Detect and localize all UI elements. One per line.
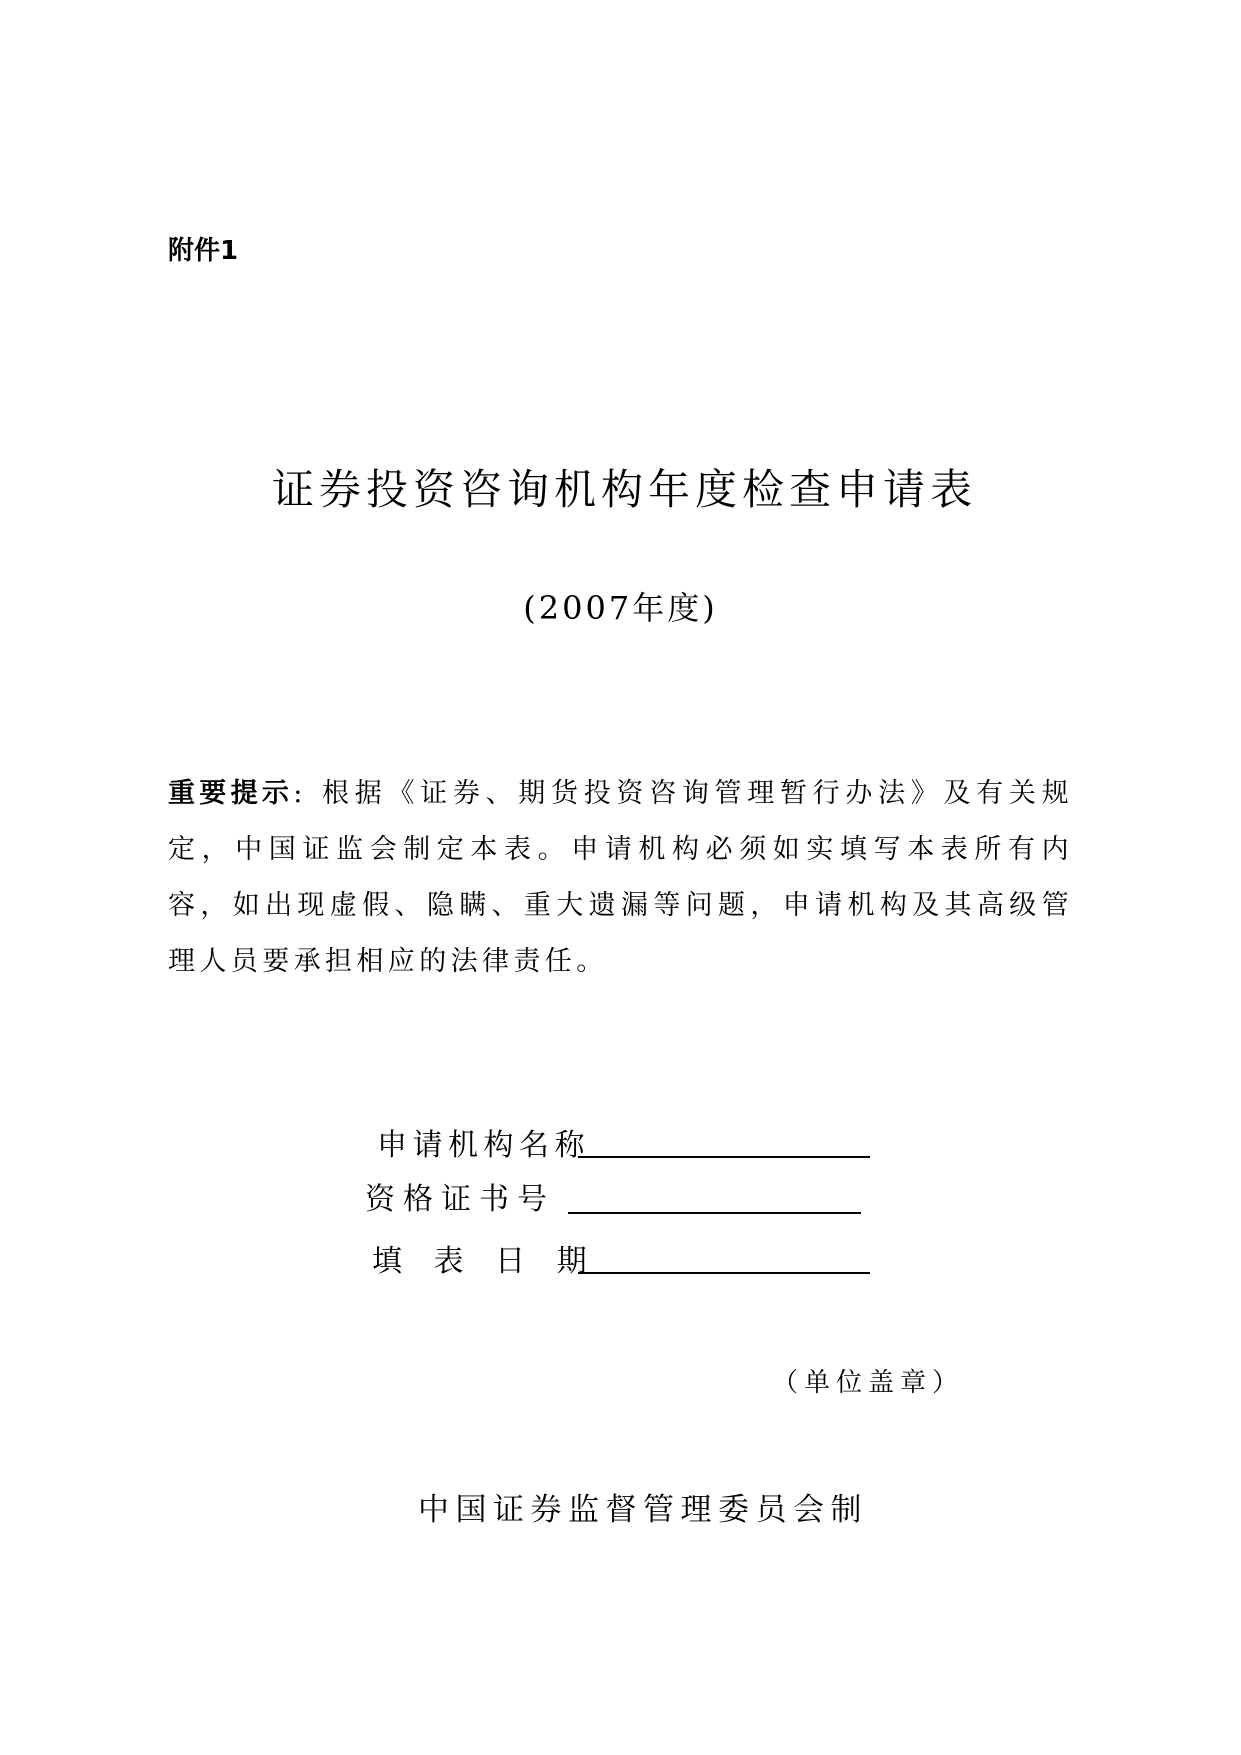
document-title: 证券投资咨询机构年度检查申请表 [271, 465, 977, 514]
institution-name-row [377, 1126, 590, 1166]
fill-date-label: 填 表 日 期 [372, 1244, 598, 1279]
issuer-line: 中国证券监督管理委员会制 [418, 1492, 868, 1528]
notice-label: 重要提示 [168, 778, 294, 809]
fill-date-input-line[interactable] [578, 1272, 870, 1274]
certificate-no-input-line[interactable] [568, 1212, 861, 1214]
stamp-note: （单位盖章） [772, 1368, 965, 1398]
year-note: (2007年度) [523, 589, 718, 627]
notice-colon: : [293, 778, 307, 809]
fill-date-row [372, 1242, 598, 1282]
notice-text: 根据《证券、期货投资咨询管理暂行办法》及有关规定，中国证监会制定本表。申请机构必须如实填写本表所有内容，如出现虚假、隐瞒、重大遗漏等问题，申请机构及其高级管理人员要承担相应的法律责任。 [168, 778, 1074, 977]
certificate-no-label: 资格证书号 [365, 1182, 555, 1217]
institution-name-input-line[interactable] [578, 1156, 870, 1158]
institution-name-label: 申请机构名称 [377, 1128, 590, 1163]
attachment-label: 附件1 [168, 236, 239, 266]
important-notice [168, 766, 1073, 990]
certificate-no-row [365, 1180, 555, 1220]
